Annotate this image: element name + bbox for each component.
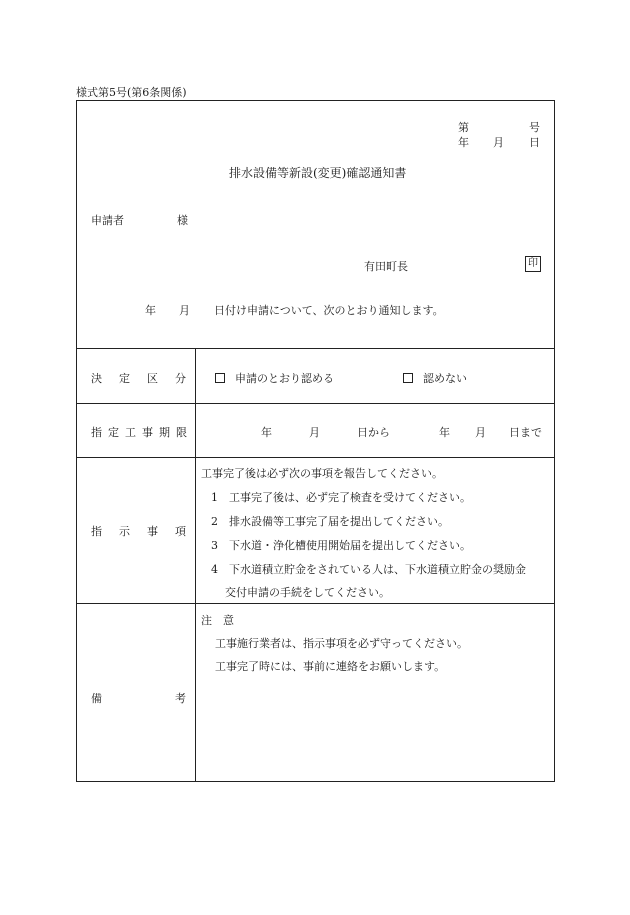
start-year: 年 bbox=[261, 426, 272, 439]
label-char: 示 bbox=[119, 525, 130, 538]
label-char: 定 bbox=[119, 372, 130, 385]
applicant-label: 申請者 bbox=[91, 214, 124, 227]
column-divider bbox=[195, 348, 196, 782]
applicant-honorific: 様 bbox=[177, 214, 188, 227]
option-approve[interactable] bbox=[215, 370, 334, 386]
issuer-name: 有田町長 bbox=[364, 260, 408, 273]
instruction-item: 2 排水設備等工事完了届を提出してください。 bbox=[211, 515, 449, 528]
start-month: 月 bbox=[309, 426, 320, 439]
instruction-item-continued: 交付申請の手続をしてください。 bbox=[225, 586, 390, 599]
label-char: 指 bbox=[91, 525, 102, 538]
label-char: 定 bbox=[108, 426, 119, 439]
end-year: 年 bbox=[439, 426, 450, 439]
label-char: 事 bbox=[142, 426, 153, 439]
label-char: 分 bbox=[175, 372, 186, 385]
date-day: 日 bbox=[529, 136, 540, 149]
label-char: 考 bbox=[175, 692, 186, 705]
label-char: 事 bbox=[147, 525, 158, 538]
date-year: 年 bbox=[458, 136, 469, 149]
end-day: 日まで bbox=[509, 426, 542, 439]
remarks-heading: 注 意 bbox=[201, 614, 234, 627]
label-char: 限 bbox=[176, 426, 187, 439]
remarks-line: 工事完了時には、事前に連絡をお願いします。 bbox=[215, 660, 446, 673]
option-approve-label: 申請のとおり認める bbox=[235, 372, 334, 385]
row-divider bbox=[77, 603, 554, 604]
instruction-item: 3 下水道・浄化槽使用開始届を提出してください。 bbox=[211, 539, 471, 552]
label-char: 工 bbox=[125, 426, 136, 439]
label-char: 期 bbox=[159, 426, 170, 439]
date-month: 月 bbox=[493, 136, 504, 149]
end-month: 月 bbox=[475, 426, 486, 439]
row-divider bbox=[77, 457, 554, 458]
checkbox-reject[interactable] bbox=[403, 373, 413, 383]
remarks-line: 工事施行業者は、指示事項を必ず守ってください。 bbox=[215, 637, 468, 650]
number-prefix: 第 bbox=[458, 121, 469, 134]
notice-form bbox=[76, 100, 555, 782]
number-suffix: 号 bbox=[529, 121, 540, 134]
instructions-intro: 工事完了後は必ず次の事項を報告してください。 bbox=[201, 467, 443, 480]
label-char: 備 bbox=[91, 692, 102, 705]
notice-month: 月 bbox=[179, 304, 190, 317]
form-code: 様式第5号(第6条関係) bbox=[76, 86, 187, 99]
document-title: 排水設備等新設(変更)確認通知書 bbox=[229, 166, 407, 180]
label-char: 区 bbox=[147, 372, 158, 385]
option-reject-label: 認めない bbox=[423, 372, 467, 385]
label-char: 項 bbox=[175, 525, 186, 538]
label-char: 指 bbox=[91, 426, 102, 439]
checkbox-approve[interactable] bbox=[215, 373, 225, 383]
seal-mark: 印 bbox=[525, 256, 541, 272]
option-reject[interactable] bbox=[403, 370, 467, 386]
row-divider bbox=[77, 348, 554, 349]
label-char: 決 bbox=[91, 372, 102, 385]
row-divider bbox=[77, 403, 554, 404]
notice-year: 年 bbox=[145, 304, 156, 317]
instruction-item: 4 下水道積立貯金をされている人は、下水道積立貯金の奨励金 bbox=[211, 563, 526, 576]
start-day: 日から bbox=[357, 426, 390, 439]
instruction-item: 1 工事完了後は、必ず完了検査を受けてください。 bbox=[211, 491, 471, 504]
notice-text: 日付け申請について、次のとおり通知します。 bbox=[214, 304, 444, 317]
